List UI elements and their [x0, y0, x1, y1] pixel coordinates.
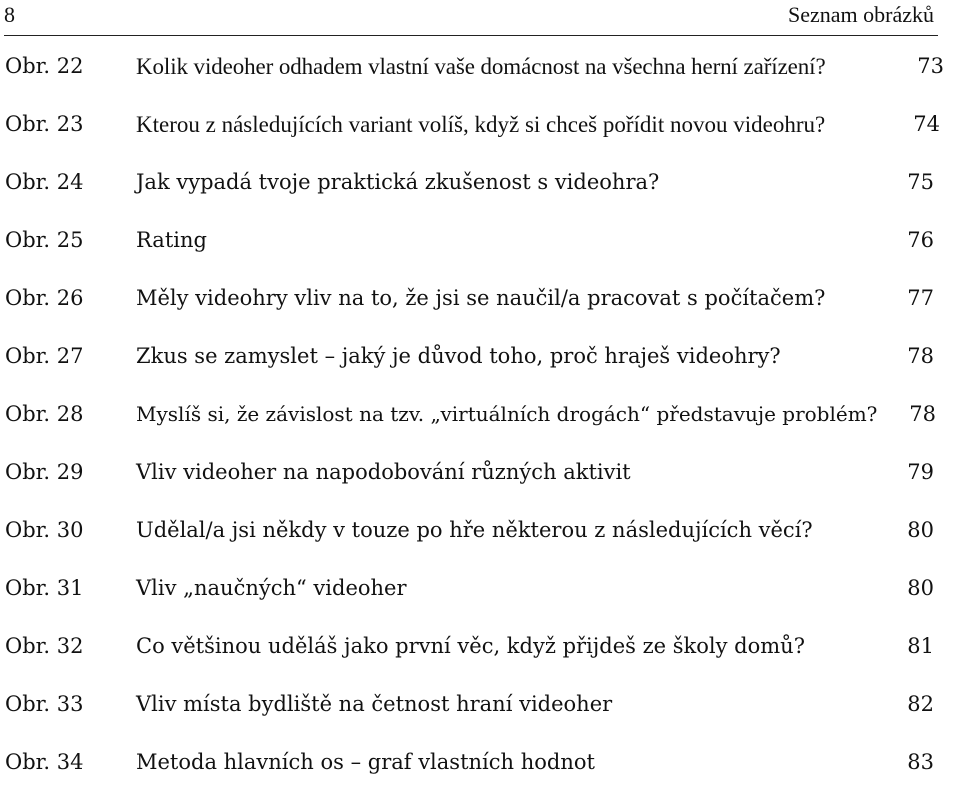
list-item: [0, 286, 960, 326]
list-item: [0, 460, 960, 500]
figure-label: Obr. 32: [5, 634, 84, 658]
figure-label: Obr. 22: [5, 54, 84, 78]
figure-page: 73: [917, 54, 944, 78]
figure-title: Vliv videoher na napodobování různých aktivit: [136, 460, 631, 484]
figure-label: Obr. 31: [5, 576, 84, 600]
figure-title: Co většinou uděláš jako první věc, když přijdeš ze školy domů?: [136, 634, 805, 658]
list-item: [0, 750, 960, 790]
figure-title: Vliv místa bydliště na četnost hraní videoher: [136, 692, 613, 716]
list-item: [0, 692, 960, 732]
figure-label: Obr. 34: [5, 750, 84, 774]
list-item: [0, 634, 960, 674]
figure-title: Zkus se zamyslet – jaký je důvod toho, proč hraješ videohry?: [136, 344, 781, 368]
figure-title: Metoda hlavních os – graf vlastních hodnot: [136, 750, 595, 774]
list-item: [0, 228, 960, 268]
figure-label: Obr. 25: [5, 228, 84, 252]
figure-label: Obr. 33: [5, 692, 84, 716]
page-number: 8: [4, 2, 15, 27]
figure-page: 78: [907, 344, 934, 368]
figure-label: Obr. 23: [5, 112, 84, 136]
figure-title: Rating: [136, 228, 207, 252]
page-header: [4, 0, 934, 36]
figure-label: Obr. 30: [5, 518, 84, 542]
figure-title: Udělal/a jsi někdy v touze po hře některou z následujících věcí?: [136, 518, 813, 542]
figure-page: 80: [907, 518, 934, 542]
figure-page: 80: [907, 576, 934, 600]
figure-page: 74: [913, 112, 940, 136]
figure-title: Měly videohry vliv na to, že jsi se naučil/a pracovat s počítačem?: [136, 286, 826, 310]
figure-page: 82: [907, 692, 934, 716]
list-item: [0, 54, 960, 94]
figure-title: Jak vypadá tvoje praktická zkušenost s videohra?: [136, 170, 660, 194]
figure-page: 75: [907, 170, 934, 194]
figure-title: Kterou z následujících variant volíš, když si chceš pořídit novou videohru?: [136, 112, 826, 137]
figure-page: 83: [907, 750, 934, 774]
figure-page: 79: [907, 460, 934, 484]
figure-title: Vliv „naučných“ videoher: [136, 576, 407, 600]
figure-page: 76: [907, 228, 934, 252]
figure-title: Kolik videoher odhadem vlastní vaše domácnost na všechna herní zařízení?: [136, 54, 826, 79]
figure-label: Obr. 28: [5, 402, 84, 426]
figure-label: Obr. 24: [5, 170, 84, 194]
figure-page: 81: [907, 634, 934, 658]
figure-page: 78: [909, 402, 936, 426]
list-item: [0, 576, 960, 616]
list-item: [0, 170, 960, 210]
list-item: [0, 402, 960, 442]
figure-title: Myslíš si, že závislost na tzv. „virtuálních drogách“ představuje problém?: [136, 402, 878, 426]
running-title: Seznam obrázků: [788, 2, 934, 27]
list-item: [0, 518, 960, 558]
header-rule: [4, 35, 938, 36]
figure-label: Obr. 26: [5, 286, 84, 310]
figure-page: 77: [907, 286, 934, 310]
figure-label: Obr. 27: [5, 344, 84, 368]
figure-label: Obr. 29: [5, 460, 84, 484]
list-item: [0, 112, 960, 152]
list-item: [0, 344, 960, 384]
